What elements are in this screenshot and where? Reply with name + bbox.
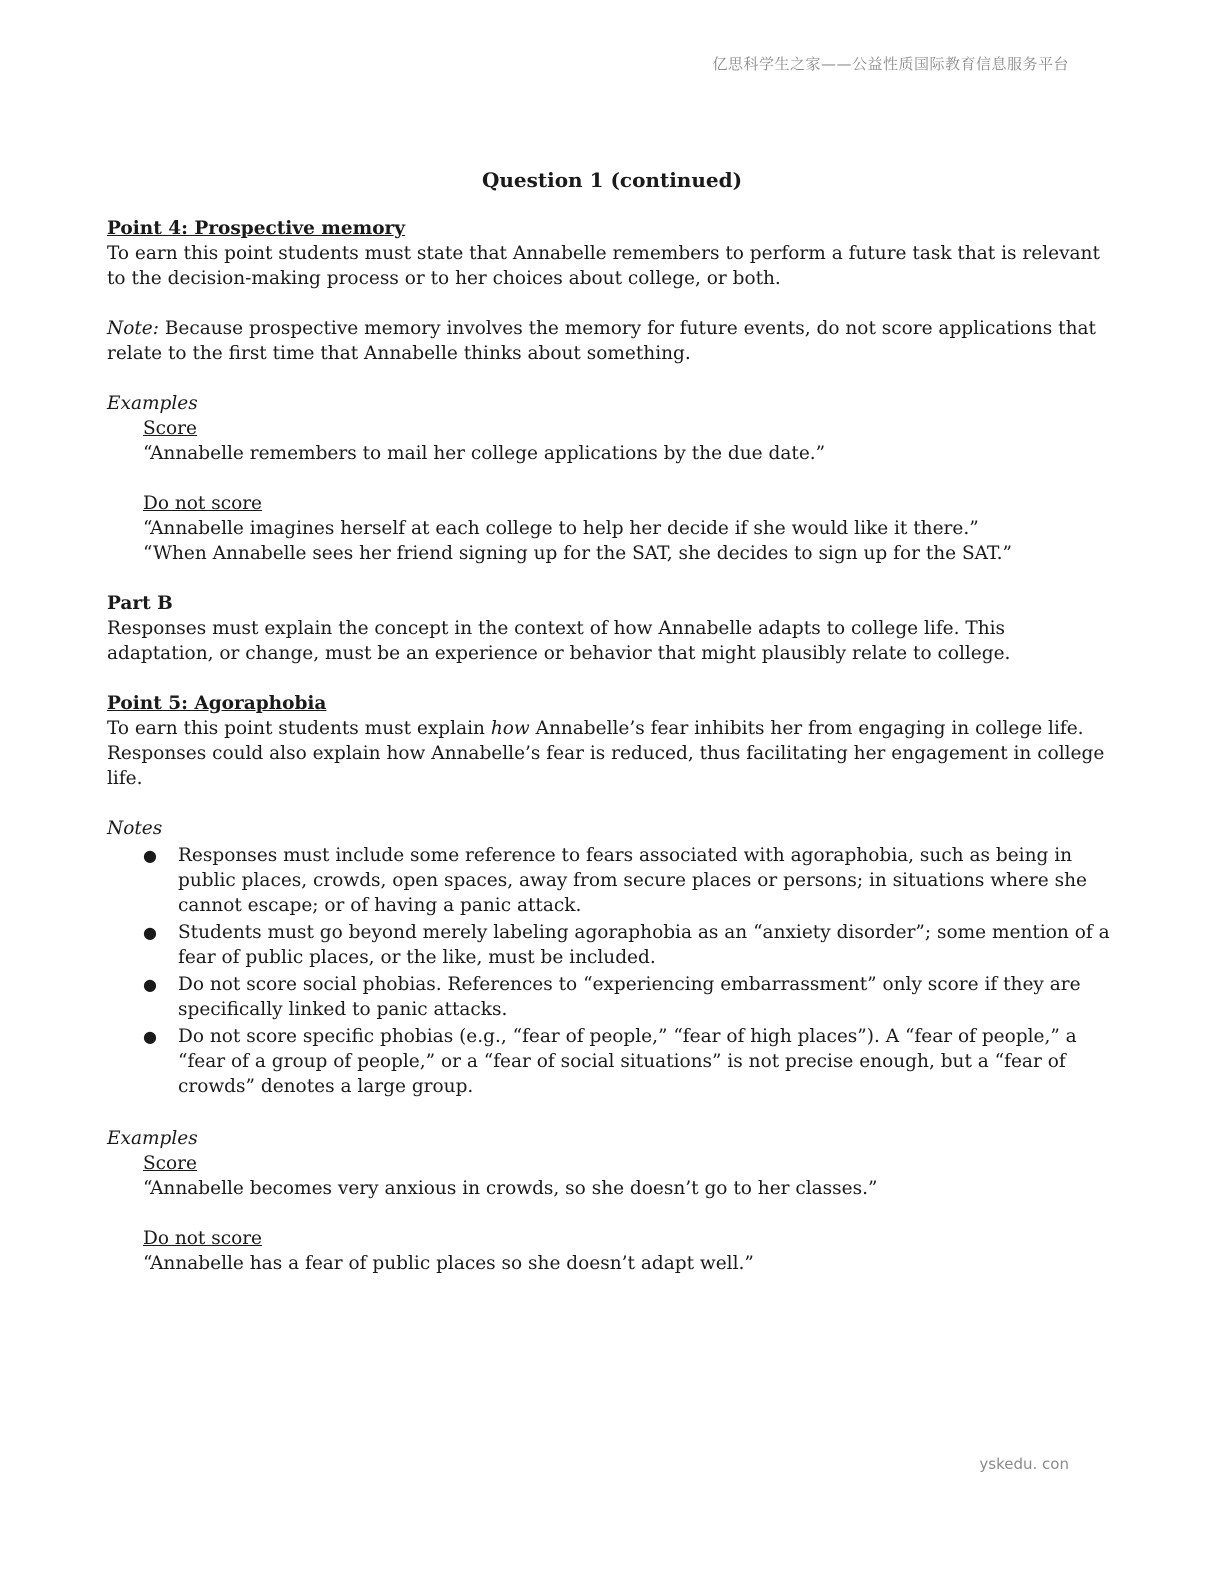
- score-label: Score: [143, 418, 197, 439]
- list-item-text: Responses must include some reference to fears associated with agoraphobia, such as being in public places, crowds, open spaces, away from secure places or persons; in situations where she cannot escape; or of having a panic attack.: [178, 845, 1087, 916]
- part-b-section: [107, 591, 1117, 666]
- list-item: [143, 972, 1117, 1022]
- point-4-examples-label: Examples: [107, 393, 198, 414]
- point-4-section: [107, 216, 1117, 566]
- do-not-score-label: Do not score: [143, 493, 263, 514]
- bullet-icon: ●: [143, 923, 157, 942]
- list-item: [143, 843, 1117, 918]
- point-5-examples-label: Examples: [107, 1128, 198, 1149]
- notes-list: [107, 843, 1117, 1099]
- do-not-score-label: Do not score: [143, 1228, 263, 1249]
- list-item: [143, 920, 1117, 970]
- body-text: Annabelle’s fear inhibits her from engaging in college life. Responses could also explain how Annabelle’s fear is reduced, thus facilitating her engagement in college life.: [107, 718, 1105, 789]
- point-4-heading: Point 4: Prospective memory: [107, 218, 406, 239]
- point-4-body: To earn this point students must state that Annabelle remembers to perform a future task that is relevant to the decision-making process or to her choices about college, or both.: [107, 243, 1100, 289]
- point-5-heading: Point 5: Agoraphobia: [107, 693, 327, 714]
- list-item-text: Students must go beyond merely labeling agoraphobia as an “anxiety disorder”; some mention of a fear of public places, or the like, must be included.: [178, 922, 1110, 968]
- notes-label: Notes: [107, 818, 163, 839]
- bullet-icon: ●: [143, 1027, 157, 1046]
- part-b-heading: Part B: [107, 593, 173, 614]
- point-4-note: [107, 316, 1117, 366]
- do-not-score-example: “Annabelle has a fear of public places so she doesn’t adapt well.”: [143, 1253, 754, 1274]
- do-not-score-example: “When Annabelle sees her friend signing up for the SAT, she decides to sign up for the SAT.”: [143, 543, 1012, 564]
- footer-watermark: yskedu. con: [979, 1455, 1069, 1473]
- score-label: Score: [143, 1153, 197, 1174]
- score-example: “Annabelle remembers to mail her college applications by the due date.”: [143, 443, 826, 464]
- point-5-body: [107, 716, 1117, 791]
- body-text: To earn this point students must explain: [107, 718, 491, 739]
- point-5-examples: [107, 1151, 1117, 1276]
- header-watermark: 亿思科学生之家——公益性质国际教育信息服务平台: [712, 55, 1069, 73]
- bullet-icon: ●: [143, 846, 157, 865]
- body-emphasis: how: [490, 718, 530, 739]
- note-text: Because prospective memory involves the memory for future events, do not score applications that relate to the first time that Annabelle thinks about something.: [107, 318, 1096, 364]
- page-title: Question 1 (continued): [481, 168, 743, 192]
- part-b-body: Responses must explain the concept in the context of how Annabelle adapts to college life. This adaptation, or change, must be an experience or behavior that might plausibly relate to college.: [107, 618, 1011, 664]
- bullet-icon: ●: [143, 975, 157, 994]
- list-item-text: Do not score specific phobias (e.g., “fear of people,” “fear of high places”). A “fear of people,” a “fear of a group of people,” or a “fear of social situations” is not precise enough, but a “fear of crowds” denotes a large group.: [178, 1026, 1077, 1097]
- document-page: [107, 166, 1117, 1276]
- point-5-section: [107, 691, 1117, 1276]
- list-item: [143, 1024, 1117, 1099]
- do-not-score-example: “Annabelle imagines herself at each college to help her decide if she would like it there.”: [143, 518, 979, 539]
- point-4-examples: [107, 416, 1117, 566]
- note-label: Note:: [107, 318, 159, 339]
- list-item-text: Do not score social phobias. References to “experiencing embarrassment” only score if they are specifically linked to panic attacks.: [178, 974, 1081, 1020]
- score-example: “Annabelle becomes very anxious in crowds, so she doesn’t go to her classes.”: [143, 1178, 878, 1199]
